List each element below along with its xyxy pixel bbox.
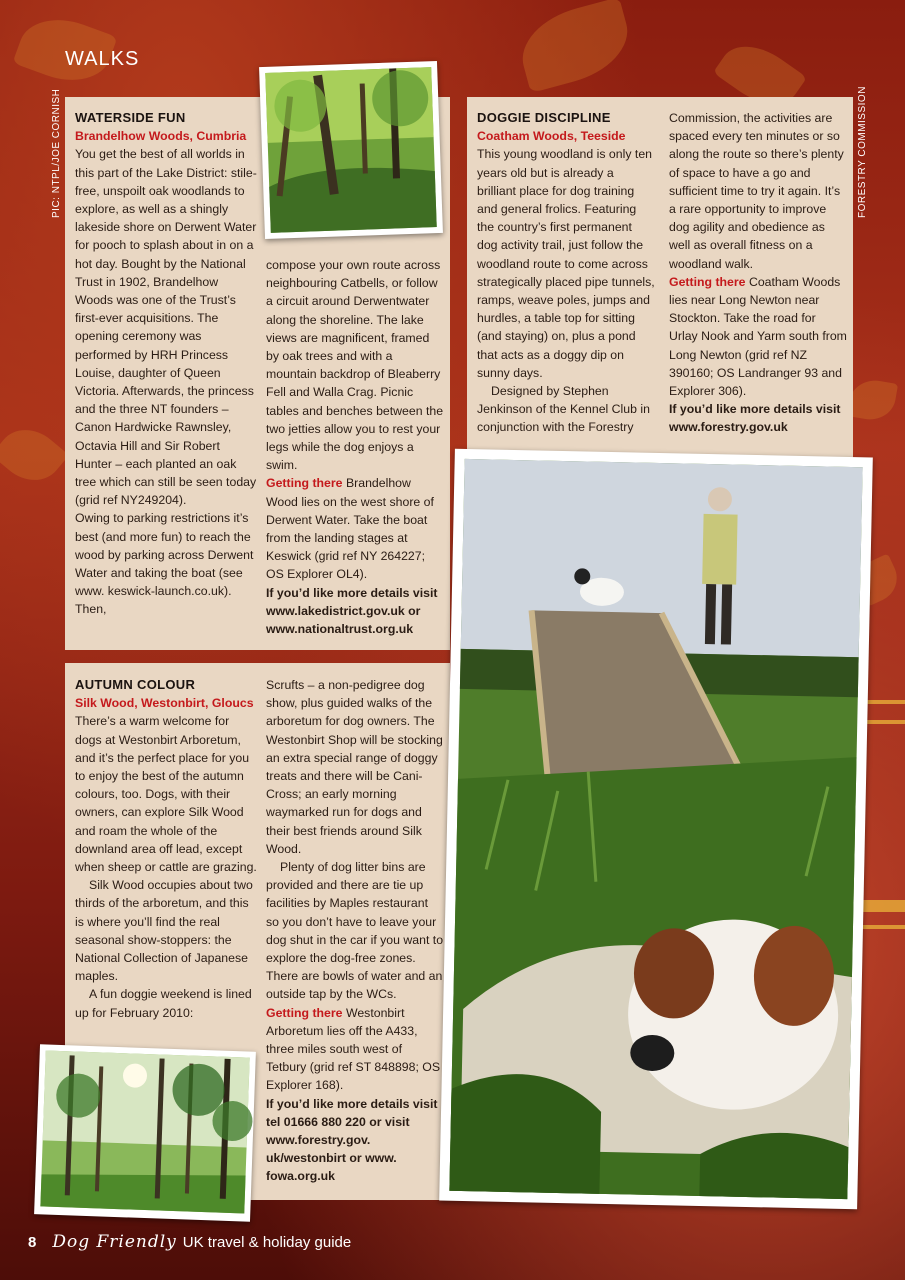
autumn-heading: AUTUMN COLOUR [75, 677, 196, 692]
doggie-paragraph: Commission, the activities are spaced every ten minutes or so along the route so there’s plenty of space to have a go and sufficient time to try it again. It’s a rare opportunity to improve dog agility and obedience as well as overall fitness on a woodland walk. [669, 111, 844, 271]
autumn-getting-there [266, 1004, 444, 1095]
getting-there-label: Getting there [669, 274, 746, 289]
waterside-heading: WATERSIDE FUN [75, 110, 186, 125]
page-footer [28, 1232, 351, 1252]
doggie-column-2 [669, 109, 847, 437]
autumn-paragraph: There’s a warm welcome for dogs at Westonbirt Arboretum, and it’s the perfect place for you to enjoy the best of the autumn colours, too. Dogs, with their owners, can explore Silk Wood and roam the whole of the downland area off lead, except when sheep or cattle are grazing. [75, 714, 257, 875]
autumn-paragraph: A fun doggie weekend is lined up for February 2010: [75, 987, 252, 1020]
waterside-subheading: Brandelhow Woods, Cumbria [75, 129, 247, 144]
autumn-column-2 [266, 676, 444, 1186]
photo-credit-right: FORESTRY COMMISSION [857, 86, 868, 218]
dog-agility-photo [439, 449, 873, 1210]
doggie-heading: DOGGIE DISCIPLINE [477, 110, 611, 125]
waterside-column-1 [75, 109, 257, 619]
getting-there-label: Getting there [266, 1005, 343, 1020]
doggie-getting-there [669, 273, 847, 400]
autumn-more-details: If you’d like more details visit tel 01666 880 220 or visit www.forestry.gov. uk/westonbirt or www. fowa.org.uk [266, 1096, 438, 1184]
silk-wood-photo [34, 1044, 256, 1221]
waterside-getting-there [266, 474, 444, 583]
background-leaf [0, 417, 69, 494]
waterside-paragraph: You get the best of all worlds in this part of the Lake District: stile-free, unspoilt oak woodlands to explore, as well as a shingly lakeside shore on Derwent Water for pooch to splash about in on a hot day. Bought by the National Trust in 1902, Brandelhow Woods was one of the Trust’s first-ever acquisitions. The opening ceremony was performed by HRH Princess Louise, daughter of Queen Victoria. Afterwards, the princess and the three NT founders – Canon Hardwicke Rawnsley, Octavia Hill and Sir Robert Hunter – each planted an oak tree which can still be seen today (grid ref NY249204). [75, 147, 257, 508]
doggie-column-1 [477, 109, 655, 437]
dog-agility-image [439, 449, 873, 1210]
magazine-tagline: UK travel & holiday guide [182, 1234, 352, 1251]
silk-wood-image [34, 1044, 256, 1221]
doggie-paragraph: Designed by Stephen Jenkinson of the Kennel Club in conjunction with the Forestry [477, 384, 650, 435]
autumn-paragraph: Scrufts – a non-pedigree dog show, plus guided walks of the arboretum for dog owners. The Westonbirt Shop will be stocking an extra special range of doggy treats and there will be Cani-Cross; an early morning waymarked run for dogs and their best friends around Silk Wood. [266, 678, 443, 856]
photo-credit-left: PIC: NTPL/JOE CORNISH [51, 88, 62, 218]
autumn-paragraph: Plenty of dog litter bins are provided and there are tie up facilities by Maples restaurant so you don’t have to leave your dog shut in the car if you want to explore the dog-free zones. There are bowls of water and an outside tap by the WCs. [266, 860, 444, 1002]
waterside-column-2 [266, 256, 444, 638]
background-leaf [847, 376, 898, 423]
woodland-photo [259, 61, 443, 239]
autumn-paragraph: Silk Wood occupies about two thirds of the arboretum, and this is where you’ll find the real seasonal show-stoppers: the National Collection of Japanese maples. [75, 878, 253, 984]
autumn-column-1 [75, 676, 257, 1022]
section-label: WALKS [65, 48, 140, 70]
background-leaf [513, 0, 637, 93]
getting-there-text: Westonbirt Arboretum lies off the A433, three miles south west of Tetbury (grid ref ST 848898; OS Explorer 168). [266, 1005, 441, 1093]
getting-there-text: Brandelhow Wood lies on the west shore of Derwent Water. Take the boat from the landing stages at Keswick (grid ref NY 264227; OS Explorer OL4). [266, 476, 434, 582]
magazine-brand: Dog Friendly [52, 1232, 177, 1252]
waterside-paragraph: compose your own route across neighbouring Catbells, or follow a circuit around Derwentwater along the shoreline. The lake views are magnificent, framed by oak trees and with a mountain backdrop of Bleaberry Fell and Walla Crag. Picnic tables and benches between the two jetties allow you to rest your legs while the dog enjoys a swim. [266, 258, 444, 473]
doggie-more-details: If you’d like more details visit www.forestry.gov.uk [669, 402, 841, 435]
page-number: 8 [28, 1234, 37, 1251]
getting-there-label: Getting there [266, 476, 343, 491]
doggie-paragraph: This young woodland is only ten years old but is already a brilliant place for dog training and general frolics. Featuring the country’s first permanent dog activity trail, just follow the woodland route to come across strategically placed pipe tunnels, ramps, weave poles, jumps and hurdles, a table top for sitting (and staying) on, plus a pond that acts as a doggy dip on sunny days. [477, 147, 655, 380]
autumn-subheading: Silk Wood, Westonbirt, Gloucs [75, 696, 254, 711]
getting-there-text: Coatham Woods lies near Long Newton near Stockton. Take the road for Urlay Nook and Yarm south from Long Newton (grid ref NZ 390160; OS Landranger 93 and Explorer 306). [669, 274, 847, 399]
doggie-subheading: Coatham Woods, Teeside [477, 129, 626, 144]
waterside-paragraph: Owing to parking restrictions it’s best (and more fun) to reach the wood by parking across Derwent Water and taking the boat (see www. keswick-launch.co.uk). Then, [75, 511, 254, 617]
oak-woodland-image [259, 61, 443, 239]
waterside-more-details: If you’d like more details visit www.lakedistrict.gov.uk or www.nationaltrust.org.uk [266, 585, 438, 637]
